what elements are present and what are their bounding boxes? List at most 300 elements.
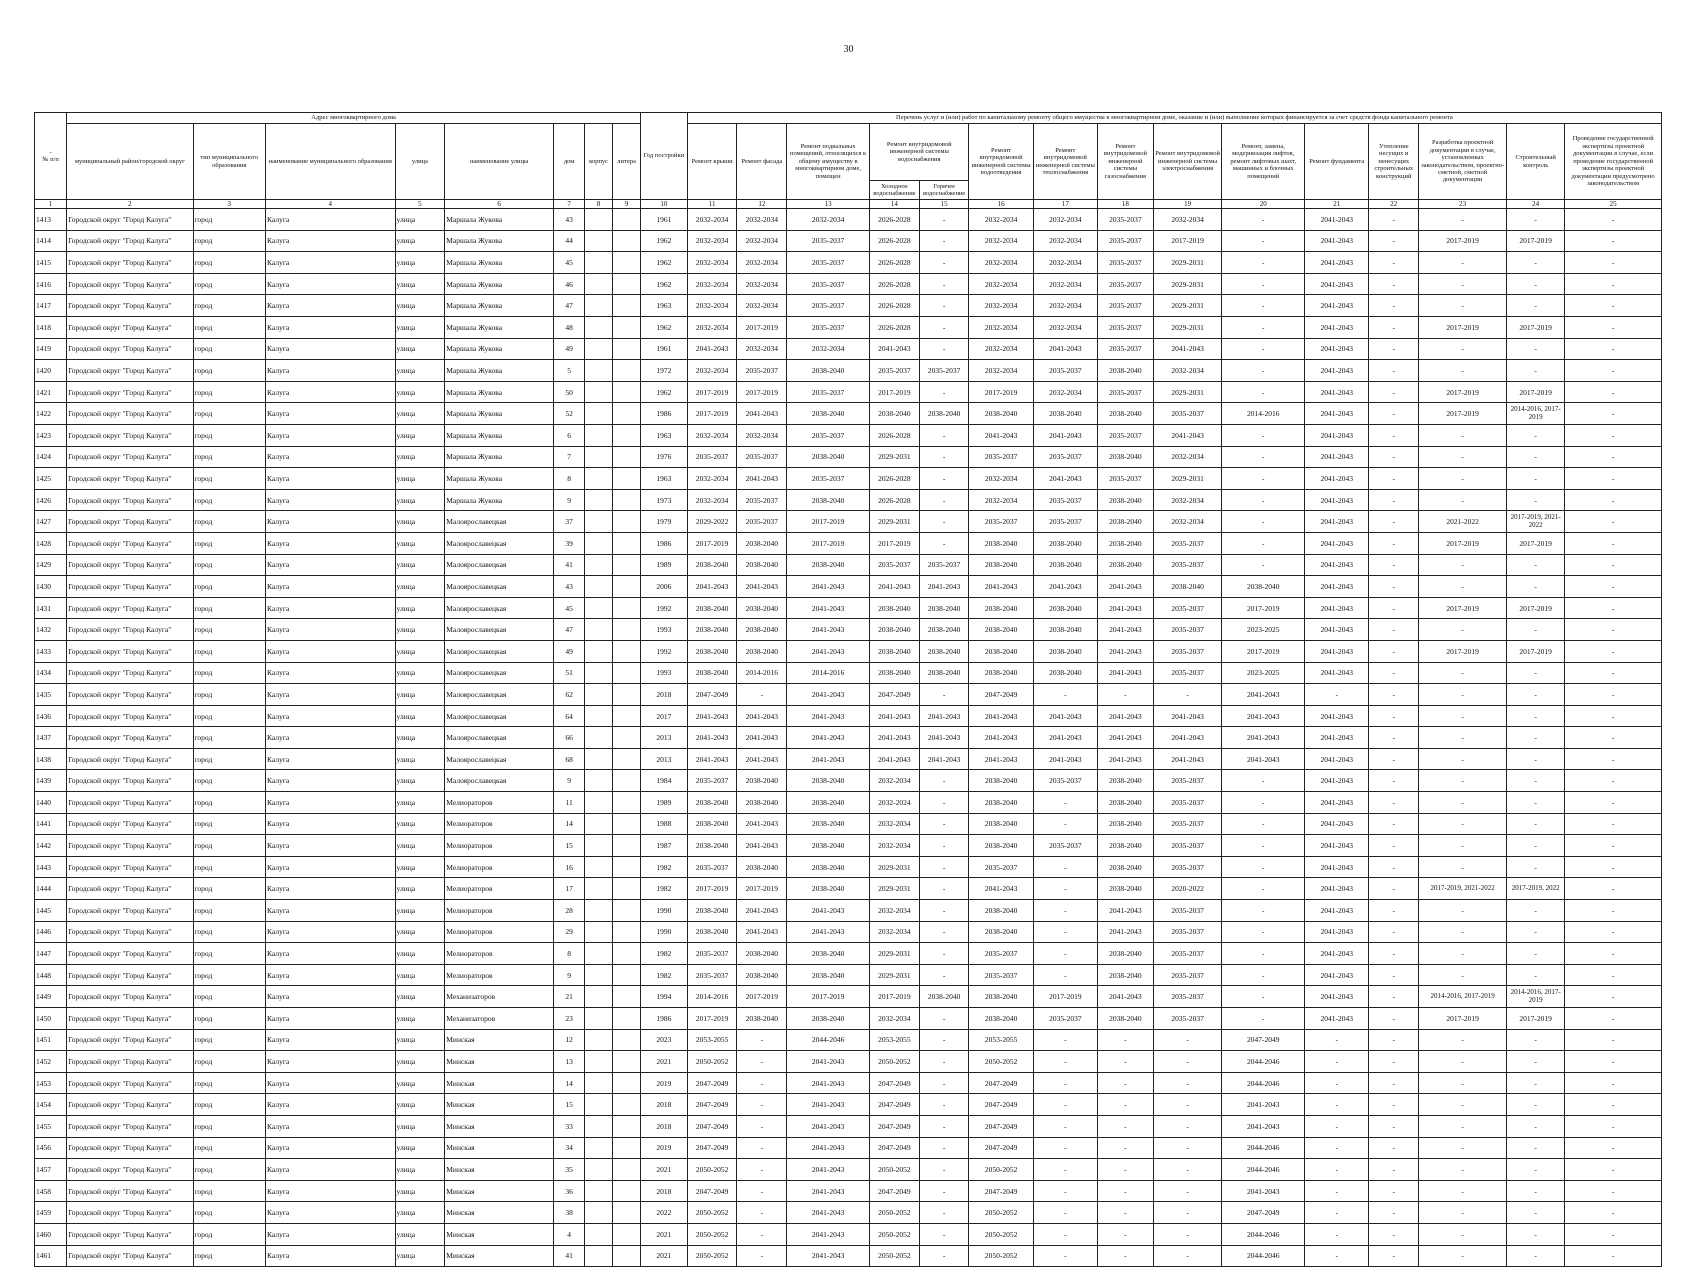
cell-mo-name: Калуга [266, 468, 396, 490]
cell-litera [613, 748, 641, 770]
cell-year: 2021 [641, 1223, 688, 1245]
cell-lift: - [1222, 273, 1305, 295]
cell-drain: 2041-2043 [969, 705, 1033, 727]
cell-lift: - [1222, 511, 1305, 533]
cell-district: Городской округ "Город Калуга" [67, 511, 193, 533]
cell-district: Городской округ "Город Калуга" [67, 813, 193, 835]
cell-gas: 2038-2040 [1097, 943, 1153, 965]
cell-korpus [585, 770, 613, 792]
cell-korpus [585, 1072, 613, 1094]
cell-drain: 2050-2052 [969, 1245, 1033, 1267]
cell-roof: 2038-2040 [687, 619, 737, 641]
cell-electric: 2017-2019 [1153, 230, 1221, 252]
cell-gas: 2035-2037 [1097, 338, 1153, 360]
cell-roof: 2017-2019 [687, 532, 737, 554]
cell-street-type: улица [395, 295, 445, 317]
cell-street-name: Малоярославецкая [445, 532, 554, 554]
cell-street-type: улица [395, 662, 445, 684]
cell-number: 1419 [35, 338, 67, 360]
cell-gas: 2035-2037 [1097, 209, 1153, 231]
cell-hot-water: - [919, 1115, 969, 1137]
cell-foundation: 2041-2043 [1305, 813, 1369, 835]
cell-year: 2022 [641, 1202, 688, 1224]
cell-drain: 2038-2040 [969, 900, 1033, 922]
cell-lift: 2041-2043 [1222, 1180, 1305, 1202]
cell-gas: 2038-2040 [1097, 792, 1153, 814]
cell-lift: - [1222, 900, 1305, 922]
table-row [35, 813, 1662, 835]
cell-facade: 2038-2040 [737, 532, 787, 554]
cell-korpus [585, 1008, 613, 1030]
cell-foundation: 2041-2043 [1305, 856, 1369, 878]
cell-korpus [585, 619, 613, 641]
cell-number: 1431 [35, 597, 67, 619]
cell-litera [613, 1202, 641, 1224]
cell-street-type: улица [395, 792, 445, 814]
cell-foundation: 2041-2043 [1305, 770, 1369, 792]
cell-facade: 2038-2040 [737, 943, 787, 965]
cell-number: 1446 [35, 921, 67, 943]
table-row [35, 727, 1662, 749]
cell-roof: 2038-2040 [687, 900, 737, 922]
cell-expertise: - [1565, 900, 1662, 922]
cell-mo-name: Калуга [266, 532, 396, 554]
cell-electric: 2035-2037 [1153, 662, 1221, 684]
cell-expertise: - [1565, 792, 1662, 814]
cell-electric: - [1153, 1202, 1221, 1224]
cell-control: - [1507, 792, 1565, 814]
cell-heat: 2041-2043 [1033, 468, 1097, 490]
cell-mo-name: Калуга [266, 1008, 396, 1030]
cell-control: 2017-2019 [1507, 597, 1565, 619]
table-row [35, 1115, 1662, 1137]
cell-gas: 2038-2040 [1097, 360, 1153, 382]
cell-cold-water: 2050-2052 [870, 1223, 920, 1245]
cell-roof: 2032-2034 [687, 273, 737, 295]
header-house: дом [554, 124, 585, 200]
cell-electric: 2035-2037 [1153, 986, 1221, 1008]
cell-house: 44 [554, 230, 585, 252]
cell-foundation: 2041-2043 [1305, 403, 1369, 425]
cell-insulation: - [1369, 252, 1419, 274]
cell-litera [613, 1245, 641, 1267]
cell-lift: - [1222, 317, 1305, 339]
cell-foundation: 2041-2043 [1305, 662, 1369, 684]
cell-house: 4 [554, 1223, 585, 1245]
cell-street-type: улица [395, 835, 445, 857]
cell-year: 2019 [641, 1137, 688, 1159]
cell-year: 2023 [641, 1029, 688, 1051]
cell-year: 1962 [641, 252, 688, 274]
cell-electric: 2041-2043 [1153, 727, 1221, 749]
cell-foundation: - [1305, 1202, 1369, 1224]
cell-litera [613, 554, 641, 576]
cell-mo-type: город [193, 1223, 266, 1245]
cell-year: 1979 [641, 511, 688, 533]
cell-hot-water: - [919, 1051, 969, 1073]
cell-roof: 2032-2034 [687, 424, 737, 446]
cell-project: - [1419, 727, 1507, 749]
cell-lift: 2041-2043 [1222, 1115, 1305, 1137]
cell-basement: 2041-2043 [787, 921, 870, 943]
cell-facade: 2032-2034 [737, 424, 787, 446]
cell-facade: 2032-2034 [737, 252, 787, 274]
table-row [35, 338, 1662, 360]
cell-drain: 2038-2040 [969, 813, 1033, 835]
header-electric: Ремонт внутридомовой инженерной системы электроснабжения [1153, 124, 1221, 200]
header-district: муниципальный район/городской округ [67, 124, 193, 200]
cell-street-name: Мелиораторов [445, 964, 554, 986]
cell-project: - [1419, 900, 1507, 922]
header-project: Разработка проектной документации в случае, установленных законодательством, проектно-сметной, сметной документации [1419, 124, 1507, 200]
cell-hot-water: - [919, 1223, 969, 1245]
cell-cold-water: 2026-2028 [870, 273, 920, 295]
cell-facade: 2038-2040 [737, 792, 787, 814]
cell-mo-name: Калуга [266, 403, 396, 425]
cell-basement: 2017-2019 [787, 986, 870, 1008]
header-cold-water: Холодное водоснабжение [870, 181, 920, 200]
cell-electric: - [1153, 1180, 1221, 1202]
cell-cold-water: 2041-2043 [870, 338, 920, 360]
table-row [35, 1202, 1662, 1224]
cell-basement: 2041-2043 [787, 1115, 870, 1137]
cell-project: 2017-2019, 2021-2022 [1419, 878, 1507, 900]
cell-korpus [585, 317, 613, 339]
column-number: 17 [1033, 200, 1097, 209]
cell-cold-water: 2026-2028 [870, 230, 920, 252]
cell-drain: 2032-2034 [969, 468, 1033, 490]
cell-heat: 2035-2037 [1033, 446, 1097, 468]
cell-house: 43 [554, 576, 585, 598]
cell-lift: - [1222, 468, 1305, 490]
cell-district: Городской округ "Город Калуга" [67, 576, 193, 598]
cell-gas: - [1097, 1094, 1153, 1116]
cell-insulation: - [1369, 381, 1419, 403]
cell-drain: 2038-2040 [969, 640, 1033, 662]
cell-project: 2017-2019 [1419, 640, 1507, 662]
cell-litera [613, 230, 641, 252]
cell-roof: 2050-2052 [687, 1159, 737, 1181]
cell-gas: - [1097, 684, 1153, 706]
cell-house: 39 [554, 532, 585, 554]
cell-gas: 2035-2037 [1097, 381, 1153, 403]
cell-lift: - [1222, 878, 1305, 900]
cell-lift: - [1222, 856, 1305, 878]
cell-project: - [1419, 252, 1507, 274]
cell-hot-water: - [919, 1159, 969, 1181]
cell-project: - [1419, 209, 1507, 231]
cell-house: 52 [554, 403, 585, 425]
cell-number: 1415 [35, 252, 67, 274]
cell-street-name: Маршала Жукова [445, 468, 554, 490]
cell-foundation: 2041-2043 [1305, 640, 1369, 662]
cell-mo-type: город [193, 1094, 266, 1116]
cell-roof: 2017-2019 [687, 1008, 737, 1030]
column-number: 5 [395, 200, 445, 209]
table-row [35, 532, 1662, 554]
cell-foundation: 2041-2043 [1305, 489, 1369, 511]
cell-mo-type: город [193, 446, 266, 468]
header-korpus: корпус [585, 124, 613, 200]
cell-project: - [1419, 943, 1507, 965]
cell-street-name: Механизаторов [445, 986, 554, 1008]
cell-gas: 2038-2040 [1097, 770, 1153, 792]
cell-cold-water: 2047-2049 [870, 1094, 920, 1116]
cell-roof: 2047-2049 [687, 684, 737, 706]
cell-hot-water: - [919, 1094, 969, 1116]
table-row [35, 640, 1662, 662]
cell-street-type: улица [395, 1245, 445, 1267]
cell-korpus [585, 338, 613, 360]
cell-street-name: Минская [445, 1072, 554, 1094]
cell-hot-water: - [919, 856, 969, 878]
cell-street-type: улица [395, 921, 445, 943]
cell-project: - [1419, 576, 1507, 598]
cell-basement: 2038-2040 [787, 770, 870, 792]
cell-hot-water: - [919, 424, 969, 446]
cell-mo-type: город [193, 705, 266, 727]
cell-expertise: - [1565, 252, 1662, 274]
cell-roof: 2041-2043 [687, 705, 737, 727]
cell-basement: 2041-2043 [787, 748, 870, 770]
table-row [35, 986, 1662, 1008]
cell-foundation: 2041-2043 [1305, 921, 1369, 943]
cell-litera [613, 964, 641, 986]
cell-year: 1962 [641, 230, 688, 252]
cell-foundation: - [1305, 1223, 1369, 1245]
cell-district: Городской округ "Город Калуга" [67, 424, 193, 446]
cell-electric: 2041-2043 [1153, 424, 1221, 446]
cell-street-name: Малоярославецкая [445, 597, 554, 619]
cell-insulation: - [1369, 835, 1419, 857]
header-number-label: № п/п [42, 156, 59, 163]
cell-korpus [585, 403, 613, 425]
cell-project: - [1419, 1072, 1507, 1094]
table-row [35, 921, 1662, 943]
cell-number: 1455 [35, 1115, 67, 1137]
cell-house: 64 [554, 705, 585, 727]
cell-gas: 2035-2037 [1097, 424, 1153, 446]
cell-expertise: - [1565, 338, 1662, 360]
cell-basement: 2038-2040 [787, 964, 870, 986]
cell-lift: 2017-2019 [1222, 597, 1305, 619]
cell-year: 2019 [641, 1072, 688, 1094]
cell-foundation: 2041-2043 [1305, 576, 1369, 598]
cell-gas: 2038-2040 [1097, 403, 1153, 425]
cell-litera [613, 381, 641, 403]
cell-foundation: 2041-2043 [1305, 317, 1369, 339]
cell-street-type: улица [395, 727, 445, 749]
cell-roof: 2041-2043 [687, 727, 737, 749]
cell-cold-water: 2038-2040 [870, 640, 920, 662]
cell-basement: 2038-2040 [787, 792, 870, 814]
cell-lift: - [1222, 424, 1305, 446]
cell-basement: 2041-2043 [787, 900, 870, 922]
cell-year: 1987 [641, 835, 688, 857]
cell-lift: 2047-2049 [1222, 1029, 1305, 1051]
cell-project: - [1419, 554, 1507, 576]
column-number: 3 [193, 200, 266, 209]
cell-roof: 2035-2037 [687, 943, 737, 965]
cell-mo-name: Калуга [266, 662, 396, 684]
cell-district: Городской округ "Город Калуга" [67, 1051, 193, 1073]
cell-drain: 2035-2037 [969, 943, 1033, 965]
cell-district: Городской округ "Город Калуга" [67, 705, 193, 727]
cell-street-name: Маршала Жукова [445, 338, 554, 360]
cell-control: 2014-2016, 2017-2019 [1507, 403, 1565, 425]
cell-project: 2017-2019 [1419, 597, 1507, 619]
cell-basement: 2032-2034 [787, 338, 870, 360]
cell-litera [613, 1223, 641, 1245]
cell-expertise: - [1565, 554, 1662, 576]
cell-electric: 2032-2034 [1153, 360, 1221, 382]
cell-house: 45 [554, 597, 585, 619]
cell-street-type: улица [395, 468, 445, 490]
cell-foundation: - [1305, 1137, 1369, 1159]
column-number: 12 [737, 200, 787, 209]
cell-korpus [585, 856, 613, 878]
cell-control: - [1507, 273, 1565, 295]
cell-basement: 2038-2040 [787, 813, 870, 835]
cell-mo-name: Калуга [266, 597, 396, 619]
cell-control: - [1507, 684, 1565, 706]
cell-gas: 2038-2040 [1097, 878, 1153, 900]
cell-expertise: - [1565, 1137, 1662, 1159]
cell-street-name: Маршала Жукова [445, 230, 554, 252]
cell-korpus [585, 900, 613, 922]
table-row [35, 597, 1662, 619]
cell-lift: - [1222, 1008, 1305, 1030]
cell-mo-name: Калуга [266, 1137, 396, 1159]
cell-drain: 2041-2043 [969, 727, 1033, 749]
cell-district: Городской округ "Город Калуга" [67, 1202, 193, 1224]
cell-facade: 2041-2043 [737, 748, 787, 770]
cell-house: 15 [554, 835, 585, 857]
cell-drain: 2047-2049 [969, 1115, 1033, 1137]
cell-mo-type: город [193, 943, 266, 965]
cell-roof: 2038-2040 [687, 640, 737, 662]
cell-gas: 2038-2040 [1097, 489, 1153, 511]
cell-street-name: Минская [445, 1245, 554, 1267]
cell-facade: 2017-2019 [737, 986, 787, 1008]
cell-mo-type: город [193, 317, 266, 339]
cell-expertise: - [1565, 1008, 1662, 1030]
cell-number: 1442 [35, 835, 67, 857]
table-row [35, 403, 1662, 425]
cell-heat: - [1033, 900, 1097, 922]
cell-hot-water: 2038-2040 [919, 662, 969, 684]
cell-facade: 2017-2019 [737, 317, 787, 339]
cell-gas: 2035-2037 [1097, 230, 1153, 252]
cell-street-name: Минская [445, 1137, 554, 1159]
table-row [35, 209, 1662, 231]
cell-house: 21 [554, 986, 585, 1008]
cell-mo-type: город [193, 209, 266, 231]
cell-drain: 2035-2037 [969, 511, 1033, 533]
cell-mo-type: город [193, 792, 266, 814]
cell-foundation: 2041-2043 [1305, 554, 1369, 576]
cell-lift: - [1222, 295, 1305, 317]
cell-project: - [1419, 792, 1507, 814]
cell-year: 2017 [641, 705, 688, 727]
cell-control: - [1507, 748, 1565, 770]
column-number: 8 [585, 200, 613, 209]
cell-mo-type: город [193, 1115, 266, 1137]
cell-control: 2017-2019 [1507, 640, 1565, 662]
cell-basement: 2035-2037 [787, 252, 870, 274]
cell-litera [613, 403, 641, 425]
cell-basement: 2035-2037 [787, 381, 870, 403]
cell-number: 1424 [35, 446, 67, 468]
cell-district: Городской округ "Город Калуга" [67, 1245, 193, 1267]
cell-house: 35 [554, 1159, 585, 1181]
cell-street-type: улица [395, 1202, 445, 1224]
table-row [35, 489, 1662, 511]
cell-mo-name: Калуга [266, 1115, 396, 1137]
cell-litera [613, 921, 641, 943]
cell-facade: - [737, 1245, 787, 1267]
cell-street-type: улица [395, 511, 445, 533]
cell-facade: - [737, 1115, 787, 1137]
cell-insulation: - [1369, 662, 1419, 684]
cell-foundation: - [1305, 1029, 1369, 1051]
cell-expertise: - [1565, 424, 1662, 446]
cell-hot-water: - [919, 792, 969, 814]
header-mo-name: наименование муниципального образования [266, 124, 396, 200]
cell-electric: 2041-2043 [1153, 748, 1221, 770]
cell-control: - [1507, 921, 1565, 943]
cell-roof: 2038-2040 [687, 662, 737, 684]
cell-street-name: Мелиораторов [445, 900, 554, 922]
cell-gas: 2035-2037 [1097, 468, 1153, 490]
cell-gas: 2041-2043 [1097, 662, 1153, 684]
cell-control: - [1507, 1202, 1565, 1224]
cell-cold-water: 2032-2034 [870, 835, 920, 857]
cell-lift: - [1222, 835, 1305, 857]
cell-facade: 2041-2043 [737, 835, 787, 857]
cell-heat: 2041-2043 [1033, 705, 1097, 727]
cell-mo-name: Калуга [266, 921, 396, 943]
cell-gas: 2041-2043 [1097, 727, 1153, 749]
cell-facade: - [737, 1137, 787, 1159]
cell-electric: 2032-2034 [1153, 511, 1221, 533]
cell-lift: 2041-2043 [1222, 705, 1305, 727]
cell-facade: 2038-2040 [737, 1008, 787, 1030]
cell-insulation: - [1369, 230, 1419, 252]
cell-street-type: улица [395, 770, 445, 792]
cell-heat: - [1033, 813, 1097, 835]
cell-insulation: - [1369, 943, 1419, 965]
cell-mo-type: город [193, 554, 266, 576]
cell-heat: 2032-2034 [1033, 273, 1097, 295]
table-row [35, 468, 1662, 490]
cell-expertise: - [1565, 230, 1662, 252]
table-row [35, 273, 1662, 295]
cell-insulation: - [1369, 792, 1419, 814]
cell-basement: 2041-2043 [787, 684, 870, 706]
cell-lift: 2044-2046 [1222, 1223, 1305, 1245]
cell-drain: 2038-2040 [969, 403, 1033, 425]
cell-electric: 2032-2034 [1153, 446, 1221, 468]
table-row [35, 576, 1662, 598]
cell-cold-water: 2041-2043 [870, 576, 920, 598]
cell-project: 2017-2019 [1419, 230, 1507, 252]
cell-hot-water: 2038-2040 [919, 986, 969, 1008]
cell-litera [613, 424, 641, 446]
cell-litera [613, 1137, 641, 1159]
cell-house: 49 [554, 640, 585, 662]
cell-insulation: - [1369, 576, 1419, 598]
